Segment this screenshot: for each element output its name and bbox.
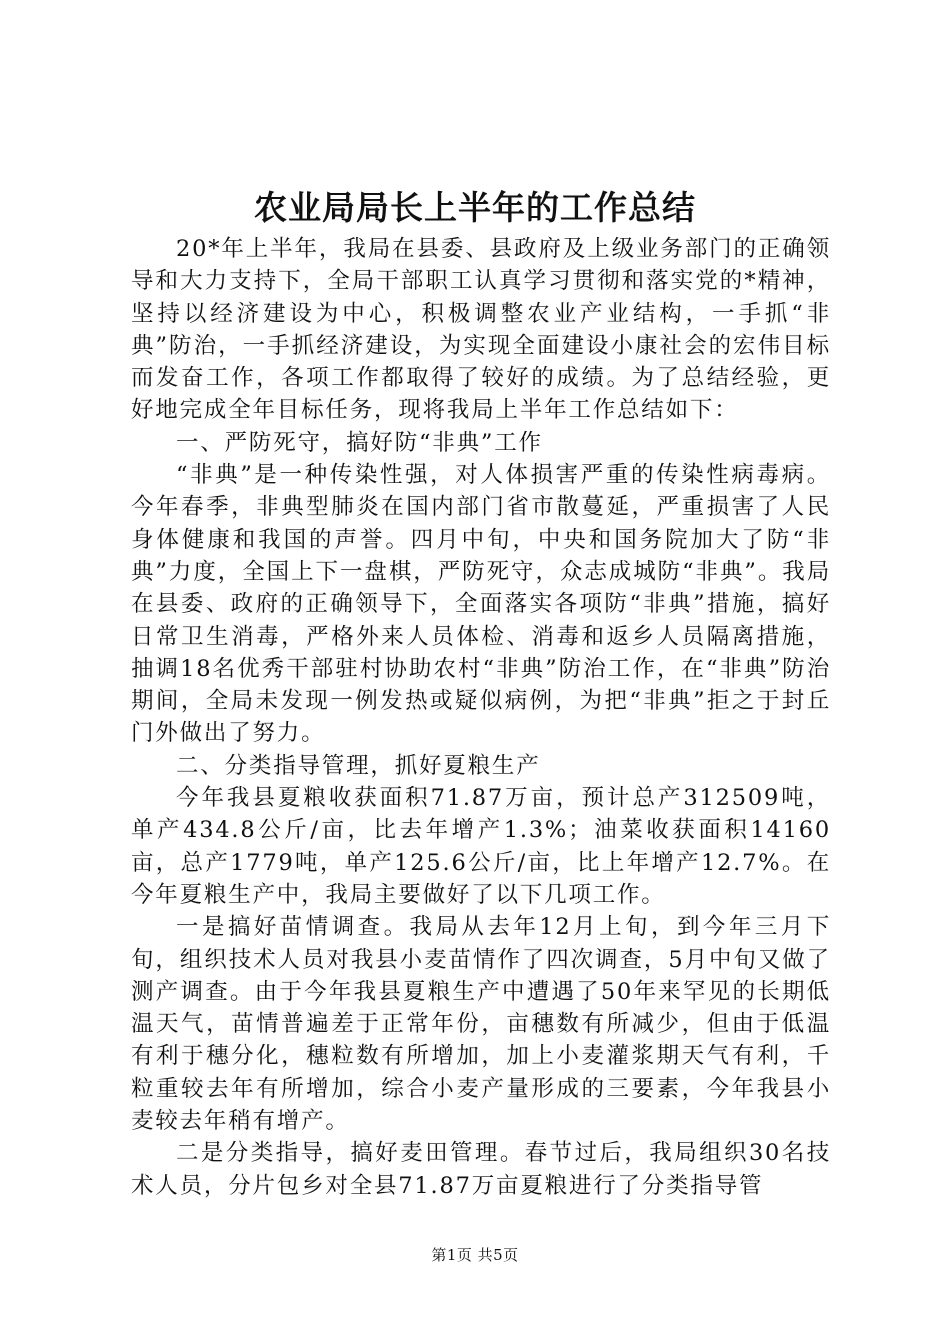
paragraph-sars: “非典”是一种传染性强，对人体损害严重的传染性病毒病。今年春季，非典型肺炎在国内部门省市散蔓延，严重损害了人民身体健康和我国的声誉。四月中旬，中央和国务院加大了防“非典”力度，全国上下一盘棋，严防死守，众志成城防“非典”。我局在县委、政府的正确领导下，全面落实各项防“非典”措施，搞好日常卫生消毒，严格外来人员体检、消毒和返乡人员隔离措施，抽调18名优秀干部驻村协助农村“非典”防治工作，在“非典”防治期间，全局未发现一例发热或疑似病例，为把“非典”拒之于封丘门外做出了努力。 (131, 462, 831, 747)
section-heading-2: 二、分类指导管理，抓好夏粮生产 (176, 752, 541, 779)
paragraph-intro: 20*年上半年，我局在县委、县政府及上级业务部门的正确领导和大力支持下，全局干部职工认真学习贯彻和落实党的*精神，坚持以经济建设为中心，积极调整农业产业结构，一手抓“非典”防治，一手抓经济建设，为实现全面建设小康社会的宏伟目标而发奋工作，各项工作都取得了较好的成绩。为了总结经验，更好地完成全年目标任务，现将我局上半年工作总结如下： (131, 236, 831, 424)
document-title: 农业局局长上半年的工作总结 (254, 188, 696, 227)
section-heading-1: 一、严防死守，搞好防“非典”工作 (176, 429, 543, 456)
paragraph-guidance: 二是分类指导，搞好麦田管理。春节过后，我局组织30名技术人员，分片包乡对全县71.87万亩夏粮进行了分类指导管 (131, 1140, 831, 1199)
paragraph-harvest: 今年我县夏粮收获面积71.87万亩，预计总产312509吨，单产434.8公斤/亩，比去年增产1.3%；油菜收获面积14160亩，总产1779吨，单产125.6公斤/亩，比上年增产12.7%。在今年夏粮生产中，我局主要做好了以下几项工作。 (131, 785, 831, 908)
paragraph-survey: 一是搞好苗情调查。我局从去年12月上旬，到今年三月下旬，组织技术人员对我县小麦苗情作了四次调查，5月中旬又做了测产调查。由于今年我县夏粮生产中遭遇了50年来罕见的长期低温天气，苗情普遍差于正常年份，亩穗数有所减少，但由于低温有利于穗分化，穗粒数有所增加，加上小麦灌浆期天气有利，千粒重较去年有所增加，综合小麦产量形成的三要素，今年我县小麦较去年稍有增产。 (131, 914, 831, 1135)
document-body (131, 233, 831, 1202)
page-number-footer: 第1页 共5页 (431, 1246, 519, 1264)
